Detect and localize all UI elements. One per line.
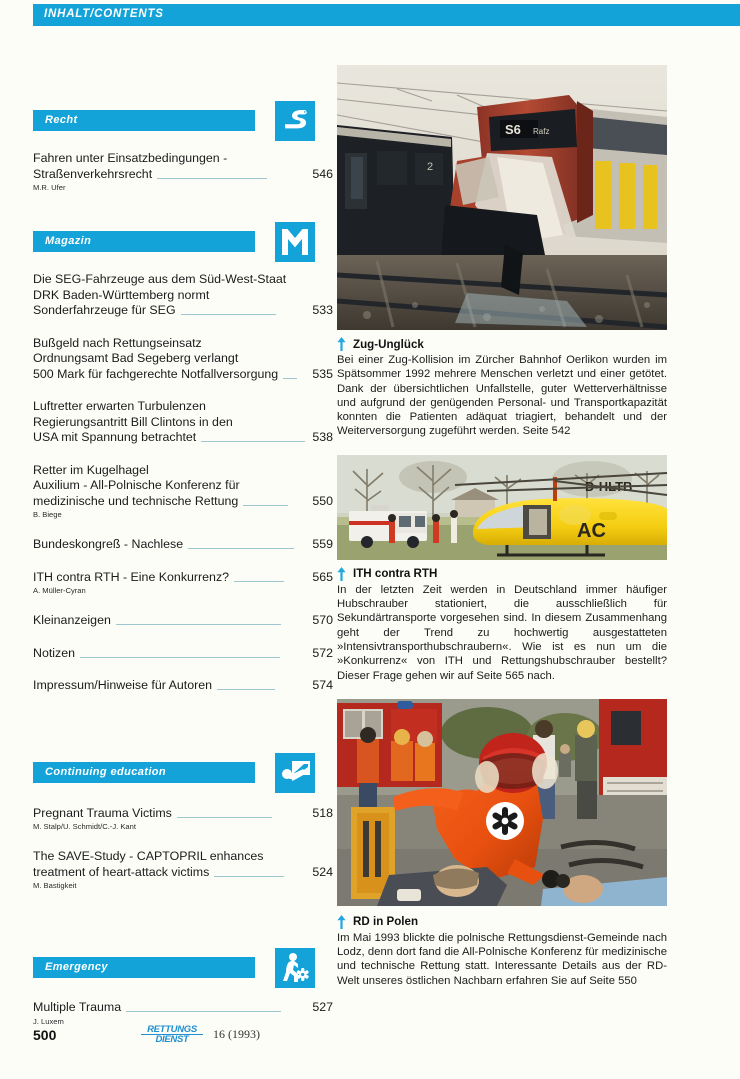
entry-title-line: Ordnungsamt Bad Segeberg verlangt <box>33 351 239 365</box>
helicopter-registration: D-HLTB <box>585 478 633 494</box>
caption-block <box>337 567 667 683</box>
leader-line <box>126 1011 281 1012</box>
footer-issue: 16 (1993) <box>213 1027 260 1041</box>
entry-title-line: Luftretter erwarten Turbulenzen <box>33 399 206 413</box>
entry-titles <box>33 272 333 319</box>
entry-title-text: ITH contra RTH - Eine Konkurrenz? <box>33 569 230 584</box>
entry-title-line <box>33 166 333 183</box>
leader-line <box>188 548 294 549</box>
section-emergency <box>33 957 333 1027</box>
leader-line <box>243 505 288 506</box>
entry-titles <box>33 335 333 383</box>
entry-title-line <box>33 303 333 319</box>
entry-titles <box>33 645 333 662</box>
entry-page-number: 527 <box>312 1000 333 1014</box>
entry-title-text: Bundeskongreß - Nachlese <box>33 537 184 551</box>
leader-line <box>201 441 305 442</box>
leader-line <box>283 378 297 379</box>
entry-title-line <box>33 645 333 662</box>
section-header <box>33 762 323 783</box>
up-arrow-icon <box>337 337 346 351</box>
entry-title-text: Impressum/Hinweise für Autoren <box>33 678 213 692</box>
entry-title-line: Auxilium - All-Polnische Konferenz für <box>33 478 240 492</box>
footer-page-number: 500 <box>33 1027 57 1043</box>
section-recht <box>33 110 333 193</box>
entry-titles <box>33 1000 333 1027</box>
toc-entry[interactable] <box>33 151 333 193</box>
toc-entry[interactable] <box>33 805 333 833</box>
entry-title-text: treatment of heart-attack victims <box>33 864 210 879</box>
entry-title-line: The SAVE-Study - CAPTOPRIL enhances <box>33 849 264 863</box>
entry-title-line <box>33 493 333 510</box>
contents-column <box>33 110 333 1044</box>
section-header <box>33 957 323 978</box>
caption-block <box>337 915 667 988</box>
entry-title-text: Kleinanzeigen <box>33 613 111 627</box>
entry-title-text: Sonderfahrzeuge für SEG <box>33 303 176 317</box>
page-title: INHALT/CONTENTS <box>44 8 164 20</box>
svg-text:Rafz: Rafz <box>533 127 550 136</box>
entry-page-number: 559 <box>312 537 333 551</box>
entry-page-number: 538 <box>312 430 333 444</box>
features-column <box>337 65 667 1004</box>
entry-title-line <box>33 366 333 383</box>
entry-titles <box>33 569 333 597</box>
entry-title-text: Pregnant Trauma Victims <box>33 805 172 820</box>
caption-title: Zug-Unglück <box>353 337 424 351</box>
entry-page-number: 533 <box>312 303 333 317</box>
leader-line <box>217 689 275 690</box>
magazine-m-icon <box>275 222 315 262</box>
entry-title-line <box>33 430 333 446</box>
toc-entry[interactable] <box>33 1000 333 1027</box>
entry-page-number: 546 <box>312 166 333 181</box>
leader-line <box>214 876 284 877</box>
toc-entry[interactable] <box>33 849 333 891</box>
entry-title-text: Straßenverkehrsrecht <box>33 166 153 181</box>
up-arrow-icon <box>337 567 346 581</box>
train-collision-photo <box>337 65 667 330</box>
entry-title-line <box>33 864 333 881</box>
logo-line-2: DIENST <box>155 1034 189 1045</box>
toc-entry[interactable] <box>33 272 333 319</box>
caption-body: Bei einer Zug-Kollision im Zürcher Bahnhof Oerlikon wurden im Spätsommer 1992 mehrere Menschen verletzt und einer getötet. Dank der übersichtlichen Unfallstelle, guter Wetterverhältnisse und aufgrund der genügenden Personal- und Transportkapazität konnten die Patienten adäquat triagiert, behandelt und der Weiterversorgung zugeführt werden. Seite 542 <box>337 354 667 438</box>
entry-title-line <box>33 569 333 586</box>
toc-entry[interactable] <box>33 569 333 597</box>
toc-entry[interactable] <box>33 399 333 446</box>
leader-line <box>234 581 284 582</box>
entry-title-line <box>33 1000 333 1016</box>
section-title: Continuing education <box>45 765 167 778</box>
entry-title-line: Bußgeld nach Rettungseinsatz <box>33 335 202 350</box>
page-footer <box>33 1025 333 1047</box>
train-destination-sign: S6 <box>505 122 521 137</box>
caption-title-row <box>337 567 667 581</box>
entry-page-number: 574 <box>312 678 333 692</box>
toc-entry[interactable] <box>33 335 333 383</box>
rettungsdienst-logo <box>141 1025 203 1045</box>
entry-title-line <box>33 613 333 629</box>
entry-title-line: Regierungsantritt Bill Clintons in den <box>33 414 233 429</box>
leader-line <box>80 657 280 658</box>
rescue-star-of-life-icon <box>275 948 315 988</box>
caption-body: Im Mai 1993 blickte die polnische Rettungsdienst-Gemeinde nach Lodz, denn dort fand die All-Polnische Konferenz für medizinische und technische Rettung statt. Interessante Details aus der RD-Welt unseres östlichen Nachbarn erfahren Sie auf Seite 550 <box>337 931 667 987</box>
section-title: Magazin <box>45 235 92 247</box>
toc-entry[interactable] <box>33 613 333 629</box>
section-magazin <box>33 231 333 694</box>
snake-staff-icon <box>275 101 315 141</box>
entry-titles <box>33 805 333 833</box>
entry-title-line: Fahren unter Einsatzbedingungen - <box>33 151 228 165</box>
entry-title-text: Notizen <box>33 645 76 660</box>
entry-title-text: Multiple Trauma <box>33 1000 122 1014</box>
section-continuing-education <box>33 762 333 892</box>
entry-page-number: 535 <box>312 366 333 381</box>
entry-title-text: 500 Mark für fachgerechte Notfallversorgung <box>33 366 279 381</box>
entry-title-line <box>33 537 333 553</box>
entry-page-number: 550 <box>312 493 333 508</box>
leader-line <box>177 817 272 818</box>
entry-title-text: medizinische und technische Rettung <box>33 493 239 508</box>
entry-author: J. Luxem <box>33 1016 64 1026</box>
entry-author: B. Biege <box>33 510 62 519</box>
section-title: Recht <box>45 114 78 126</box>
rescue-helicopter-photo <box>337 455 667 560</box>
entry-titles <box>33 537 333 553</box>
up-arrow-icon <box>337 915 346 929</box>
entry-titles <box>33 151 333 193</box>
rescue-exercise-photo <box>337 699 667 906</box>
entry-title-line: Retter im Kugelhagel <box>33 462 149 477</box>
entry-titles <box>33 399 333 446</box>
caption-title: ITH contra RTH <box>353 567 438 581</box>
entry-page-number: 565 <box>312 569 333 584</box>
entry-title-line: Die SEG-Fahrzeuge aus dem Süd-West-Staat <box>33 272 287 286</box>
caption-title-row <box>337 915 667 929</box>
caption-body: In der letzten Zeit werden in Deutschland immer häufiger Hubschrauber stationiert, die ausschließlich für Sekundärtransporte vorgesehen sind. In diesem Zusammenhang geht der Trend zu hochwertig ausgestatteten »Intensivtransporthubschraubern«. Wie ist es nun um die »Konkurrenz« von ITH und Rettungshubschrauber bestellt? Dieser Frage gehen wir auf Seite 565 nach. <box>337 583 667 682</box>
entry-author: M.R. Ufer <box>33 183 66 192</box>
entry-page-number: 570 <box>312 613 333 627</box>
logo-line-1: RETTUNGS <box>141 1025 203 1035</box>
caption-title-row <box>337 337 667 351</box>
caption-title: RD in Polen <box>353 915 419 929</box>
toc-entry[interactable] <box>33 537 333 553</box>
teaching-board-icon <box>275 753 315 793</box>
svg-text:2: 2 <box>427 161 434 173</box>
entry-title-line <box>33 678 333 694</box>
entry-title-line <box>33 805 333 822</box>
leader-line <box>116 624 281 625</box>
entry-titles <box>33 678 333 694</box>
entry-titles <box>33 849 333 891</box>
leader-line <box>181 314 276 315</box>
caption-block <box>337 337 667 439</box>
entry-title-line: DRK Baden-Württemberg normt <box>33 287 210 302</box>
toc-entry[interactable] <box>33 462 333 521</box>
entry-author: M. Stalp/U. Schmidt/C.-J. Kant <box>33 822 136 831</box>
entry-titles <box>33 613 333 629</box>
toc-entry[interactable] <box>33 645 333 662</box>
helicopter-operator-mark: AC <box>577 519 606 542</box>
section-header <box>33 110 323 131</box>
toc-entry[interactable] <box>33 678 333 694</box>
leader-line <box>157 178 267 179</box>
entry-page-number: 524 <box>312 864 333 879</box>
entry-author: A. Müller-Cyran <box>33 586 86 595</box>
section-title: Emergency <box>45 961 108 973</box>
section-header <box>33 231 323 252</box>
entry-page-number: 518 <box>312 805 333 820</box>
entry-titles <box>33 462 333 521</box>
entry-page-number: 572 <box>312 645 333 660</box>
entry-title-text: USA mit Spannung betrachtet <box>33 430 197 444</box>
entry-author: M. Bastigkeit <box>33 881 77 890</box>
